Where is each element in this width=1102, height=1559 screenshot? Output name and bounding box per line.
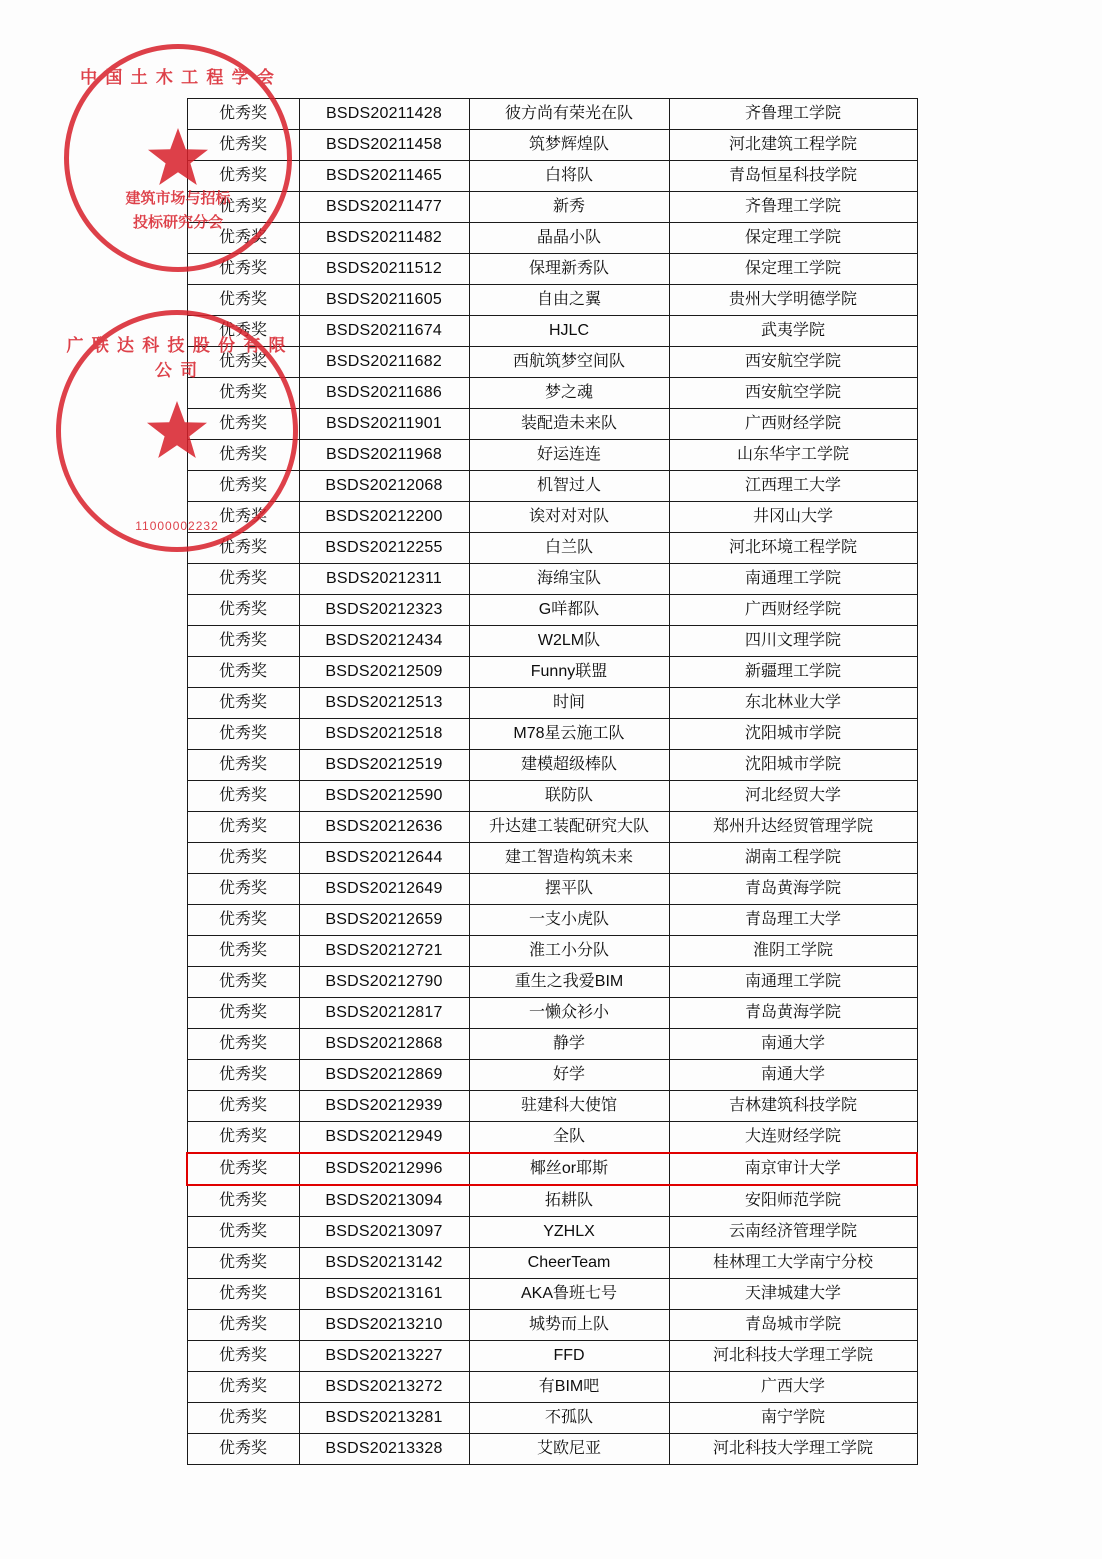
cell-school: 大连财经学院 [669, 1122, 917, 1154]
cell-team: 升达建工装配研究大队 [469, 812, 669, 843]
cell-award: 优秀奖 [187, 719, 299, 750]
cell-team: 保理新秀队 [469, 254, 669, 285]
cell-code: BSDS20213272 [299, 1372, 469, 1403]
cell-team: 时间 [469, 688, 669, 719]
cell-award: 优秀奖 [187, 936, 299, 967]
table-row [187, 285, 917, 316]
cell-award: 优秀奖 [187, 564, 299, 595]
cell-award: 优秀奖 [187, 1279, 299, 1310]
table-row [187, 1248, 917, 1279]
cell-code: BSDS20213210 [299, 1310, 469, 1341]
cell-award: 优秀奖 [187, 781, 299, 812]
table-row [187, 1310, 917, 1341]
cell-school: 武夷学院 [669, 316, 917, 347]
table-row [187, 254, 917, 285]
cell-school: 广西财经学院 [669, 595, 917, 626]
table-row [187, 1217, 917, 1248]
cell-code: BSDS20211512 [299, 254, 469, 285]
table-row [187, 1091, 917, 1122]
cell-code: BSDS20212721 [299, 936, 469, 967]
cell-team: CheerTeam [469, 1248, 669, 1279]
cell-award: 优秀奖 [187, 1029, 299, 1060]
cell-code: BSDS20212434 [299, 626, 469, 657]
cell-award: 优秀奖 [187, 99, 299, 130]
cell-team: 城势而上队 [469, 1310, 669, 1341]
table-row [187, 1122, 917, 1154]
cell-code: BSDS20212509 [299, 657, 469, 688]
table-row [187, 471, 917, 502]
table-row [187, 719, 917, 750]
cell-code: BSDS20212649 [299, 874, 469, 905]
table-row [187, 843, 917, 874]
cell-school: 沈阳城市学院 [669, 719, 917, 750]
cell-team: 摆平队 [469, 874, 669, 905]
cell-school: 青岛黄海学院 [669, 998, 917, 1029]
cell-code: BSDS20212949 [299, 1122, 469, 1154]
cell-award: 优秀奖 [187, 688, 299, 719]
cell-school: 青岛恒星科技学院 [669, 161, 917, 192]
cell-code: BSDS20213142 [299, 1248, 469, 1279]
cell-team: M78星云施工队 [469, 719, 669, 750]
cell-team: 自由之翼 [469, 285, 669, 316]
cell-award: 优秀奖 [187, 192, 299, 223]
cell-school: 南通理工学院 [669, 564, 917, 595]
cell-code: BSDS20212068 [299, 471, 469, 502]
cell-team: YZHLX [469, 1217, 669, 1248]
cell-school: 吉林建筑科技学院 [669, 1091, 917, 1122]
cell-code: BSDS20211465 [299, 161, 469, 192]
cell-award: 优秀奖 [187, 254, 299, 285]
cell-award: 优秀奖 [187, 130, 299, 161]
cell-award: 优秀奖 [187, 595, 299, 626]
cell-award: 优秀奖 [187, 905, 299, 936]
cell-team: 一支小虎队 [469, 905, 669, 936]
cell-code: BSDS20213161 [299, 1279, 469, 1310]
table-row [187, 378, 917, 409]
cell-team: 驻建科大使馆 [469, 1091, 669, 1122]
cell-code: BSDS20212200 [299, 502, 469, 533]
cell-award: 优秀奖 [187, 502, 299, 533]
cell-school: 贵州大学明德学院 [669, 285, 917, 316]
cell-award: 优秀奖 [187, 626, 299, 657]
cell-award: 优秀奖 [187, 1122, 299, 1154]
table-row [187, 967, 917, 998]
cell-award: 优秀奖 [187, 843, 299, 874]
cell-code: BSDS20212323 [299, 595, 469, 626]
table-row [187, 1341, 917, 1372]
cell-school: 东北林业大学 [669, 688, 917, 719]
award-table [186, 98, 918, 1465]
cell-school: 天津城建大学 [669, 1279, 917, 1310]
cell-school: 河北科技大学理工学院 [669, 1341, 917, 1372]
table-row [187, 874, 917, 905]
cell-award: 优秀奖 [187, 316, 299, 347]
cell-school: 河北环境工程学院 [669, 533, 917, 564]
cell-award: 优秀奖 [187, 1060, 299, 1091]
cell-code: BSDS20211901 [299, 409, 469, 440]
cell-team: 联防队 [469, 781, 669, 812]
cell-school: 新疆理工学院 [669, 657, 917, 688]
cell-school: 南通理工学院 [669, 967, 917, 998]
table-row [187, 409, 917, 440]
cell-school: 井冈山大学 [669, 502, 917, 533]
cell-award: 优秀奖 [187, 812, 299, 843]
cell-school: 四川文理学院 [669, 626, 917, 657]
cell-school: 南宁学院 [669, 1403, 917, 1434]
cell-code: BSDS20213328 [299, 1434, 469, 1465]
cell-team: 诶对对对队 [469, 502, 669, 533]
table-row [187, 812, 917, 843]
table-row [187, 1185, 917, 1217]
cell-school: 青岛理工大学 [669, 905, 917, 936]
table-row [187, 626, 917, 657]
cell-code: BSDS20213097 [299, 1217, 469, 1248]
cell-award: 优秀奖 [187, 1310, 299, 1341]
cell-team: G咩都队 [469, 595, 669, 626]
table-row [187, 688, 917, 719]
award-table-container [186, 98, 916, 1465]
cell-team: 一懒众衫小 [469, 998, 669, 1029]
table-row [187, 347, 917, 378]
table-row [187, 1372, 917, 1403]
cell-award: 优秀奖 [187, 347, 299, 378]
cell-team: 白将队 [469, 161, 669, 192]
cell-team: 好学 [469, 1060, 669, 1091]
cell-team: 海绵宝队 [469, 564, 669, 595]
cell-code: BSDS20213227 [299, 1341, 469, 1372]
cell-award: 优秀奖 [187, 378, 299, 409]
cell-award: 优秀奖 [187, 1403, 299, 1434]
cell-team: 静学 [469, 1029, 669, 1060]
table-row [187, 1060, 917, 1091]
cell-school: 广西大学 [669, 1372, 917, 1403]
cell-code: BSDS20212659 [299, 905, 469, 936]
cell-code: BSDS20212868 [299, 1029, 469, 1060]
cell-code: BSDS20211682 [299, 347, 469, 378]
cell-team: 白兰队 [469, 533, 669, 564]
table-row [187, 1029, 917, 1060]
cell-code: BSDS20212518 [299, 719, 469, 750]
cell-school: 南通大学 [669, 1029, 917, 1060]
cell-code: BSDS20212869 [299, 1060, 469, 1091]
table-row [187, 1434, 917, 1465]
cell-school: 齐鲁理工学院 [669, 99, 917, 130]
cell-award: 优秀奖 [187, 471, 299, 502]
cell-award: 优秀奖 [187, 440, 299, 471]
cell-team: 不孤队 [469, 1403, 669, 1434]
table-row [187, 161, 917, 192]
cell-team: 椰丝or耶斯 [469, 1153, 669, 1185]
cell-award: 优秀奖 [187, 1217, 299, 1248]
table-row [187, 99, 917, 130]
cell-award: 优秀奖 [187, 874, 299, 905]
table-row [187, 192, 917, 223]
cell-school: 广西财经学院 [669, 409, 917, 440]
table-row [187, 130, 917, 161]
table-row [187, 223, 917, 254]
table-row [187, 998, 917, 1029]
cell-team: 重生之我爱BIM [469, 967, 669, 998]
cell-award: 优秀奖 [187, 1185, 299, 1217]
cell-code: BSDS20212513 [299, 688, 469, 719]
cell-award: 优秀奖 [187, 285, 299, 316]
cell-award: 优秀奖 [187, 1341, 299, 1372]
cell-award: 优秀奖 [187, 1091, 299, 1122]
cell-code: BSDS20211968 [299, 440, 469, 471]
cell-team: HJLC [469, 316, 669, 347]
cell-team: 筑梦辉煌队 [469, 130, 669, 161]
table-row [187, 564, 917, 595]
table-row [187, 1403, 917, 1434]
cell-award: 优秀奖 [187, 161, 299, 192]
cell-award: 优秀奖 [187, 967, 299, 998]
cell-award: 优秀奖 [187, 1434, 299, 1465]
cell-code: BSDS20211458 [299, 130, 469, 161]
table-row [187, 440, 917, 471]
table-row [187, 533, 917, 564]
cell-code: BSDS20212939 [299, 1091, 469, 1122]
cell-code: BSDS20211428 [299, 99, 469, 130]
seal-arc-text-top: 中 国 土 木 工 程 学 会 [80, 68, 276, 87]
cell-school: 淮阴工学院 [669, 936, 917, 967]
cell-school: 南京审计大学 [669, 1153, 917, 1185]
cell-team: 新秀 [469, 192, 669, 223]
cell-code: BSDS20211477 [299, 192, 469, 223]
cell-award: 优秀奖 [187, 1153, 299, 1185]
cell-school: 河北经贸大学 [669, 781, 917, 812]
cell-award: 优秀奖 [187, 750, 299, 781]
cell-team: 拓耕队 [469, 1185, 669, 1217]
cell-code: BSDS20211605 [299, 285, 469, 316]
cell-school: 河北科技大学理工学院 [669, 1434, 917, 1465]
cell-code: BSDS20211686 [299, 378, 469, 409]
cell-school: 湖南工程学院 [669, 843, 917, 874]
cell-school: 保定理工学院 [669, 223, 917, 254]
table-row [187, 905, 917, 936]
cell-team: 机智过人 [469, 471, 669, 502]
table-row [187, 502, 917, 533]
seal-line-two: 投标研究分会 [132, 215, 223, 231]
cell-school: 西安航空学院 [669, 347, 917, 378]
cell-school: 沈阳城市学院 [669, 750, 917, 781]
cell-school: 山东华宇工学院 [669, 440, 917, 471]
cell-code: BSDS20212255 [299, 533, 469, 564]
cell-code: BSDS20213281 [299, 1403, 469, 1434]
cell-code: BSDS20212644 [299, 843, 469, 874]
cell-team: 建工智造构筑未来 [469, 843, 669, 874]
cell-code: BSDS20212790 [299, 967, 469, 998]
seal-arc-text-top: 广 联 达 科 技 股 份 有 限 公 司 [66, 336, 288, 380]
cell-award: 优秀奖 [187, 1372, 299, 1403]
cell-school: 江西理工大学 [669, 471, 917, 502]
cell-team: Funny联盟 [469, 657, 669, 688]
cell-team: 梦之魂 [469, 378, 669, 409]
cell-team: 建模超级棒队 [469, 750, 669, 781]
table-row [187, 750, 917, 781]
table-row [187, 595, 917, 626]
cell-school: 青岛城市学院 [669, 1310, 917, 1341]
cell-school: 南通大学 [669, 1060, 917, 1091]
cell-code: BSDS20212519 [299, 750, 469, 781]
cell-code: BSDS20211482 [299, 223, 469, 254]
cell-school: 安阳师范学院 [669, 1185, 917, 1217]
cell-code: BSDS20212311 [299, 564, 469, 595]
cell-team: 西航筑梦空间队 [469, 347, 669, 378]
cell-team: FFD [469, 1341, 669, 1372]
cell-award: 优秀奖 [187, 409, 299, 440]
cell-code: BSDS20212636 [299, 812, 469, 843]
table-row [187, 316, 917, 347]
cell-award: 优秀奖 [187, 223, 299, 254]
cell-code: BSDS20212590 [299, 781, 469, 812]
table-row [187, 1153, 917, 1185]
cell-code: BSDS20212817 [299, 998, 469, 1029]
cell-team: 有BIM吧 [469, 1372, 669, 1403]
table-row [187, 1279, 917, 1310]
cell-code: BSDS20211674 [299, 316, 469, 347]
table-row [187, 657, 917, 688]
cell-team: W2LM队 [469, 626, 669, 657]
cell-team: 彼方尚有荣光在队 [469, 99, 669, 130]
cell-team: 淮工小分队 [469, 936, 669, 967]
cell-school: 河北建筑工程学院 [669, 130, 917, 161]
cell-school: 云南经济管理学院 [669, 1217, 917, 1248]
cell-school: 桂林理工大学南宁分校 [669, 1248, 917, 1279]
cell-award: 优秀奖 [187, 1248, 299, 1279]
cell-school: 郑州升达经贸管理学院 [669, 812, 917, 843]
award-table-body [187, 99, 917, 1465]
cell-team: 好运连连 [469, 440, 669, 471]
table-row [187, 936, 917, 967]
cell-team: 装配造未来队 [469, 409, 669, 440]
cell-code: BSDS20212996 [299, 1153, 469, 1185]
cell-code: BSDS20213094 [299, 1185, 469, 1217]
table-row [187, 781, 917, 812]
cell-team: 晶晶小队 [469, 223, 669, 254]
cell-award: 优秀奖 [187, 998, 299, 1029]
cell-school: 青岛黄海学院 [669, 874, 917, 905]
cell-team: AKA鲁班七号 [469, 1279, 669, 1310]
cell-award: 优秀奖 [187, 657, 299, 688]
cell-school: 西安航空学院 [669, 378, 917, 409]
seal-registration-code: 11000002232 [135, 519, 219, 533]
cell-school: 齐鲁理工学院 [669, 192, 917, 223]
cell-school: 保定理工学院 [669, 254, 917, 285]
cell-team: 全队 [469, 1122, 669, 1154]
cell-award: 优秀奖 [187, 533, 299, 564]
cell-team: 艾欧尼亚 [469, 1434, 669, 1465]
seal-line-one: 建筑市场与招标 [125, 191, 231, 207]
